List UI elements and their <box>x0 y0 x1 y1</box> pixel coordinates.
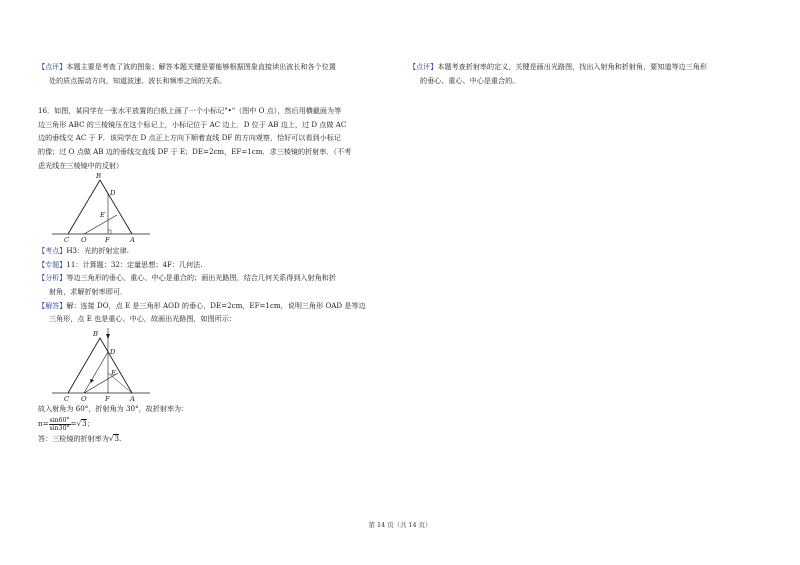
kaodian-text: H3：光的折射定律. <box>66 246 129 256</box>
label-c: C <box>64 236 70 245</box>
label-a: A <box>130 236 135 245</box>
fenxi-tag: 【分析】 <box>38 273 67 283</box>
comment-text: 本题考查折射率的定义，关键是画出光路图，找出入射角和折射角，要知道等边三角形 <box>437 62 707 71</box>
comment-tag: 【点评】 <box>38 62 67 71</box>
question-line4: 的像；过 O 点做 AB 边的垂线交直线 DF 于 E；DE=2cm，EF=1cm．求三棱镜的折射率．（不考 <box>38 146 352 156</box>
result-line1: 故入射角为 60°，折射角为 30°，故折射率为： <box>38 403 189 413</box>
label-d: D <box>110 189 116 198</box>
prism-figure-2 <box>38 326 168 402</box>
right-column <box>409 60 769 87</box>
fenxi-line1 <box>38 271 390 285</box>
question-line1: 16．如图，某同学在一张水平放置的白纸上画了一个小标记"•"（图中 O 点），然后用横截面为等 <box>38 106 342 116</box>
label-e: E <box>111 368 116 377</box>
label-o: O <box>81 394 87 402</box>
jieda-line1 <box>38 299 390 313</box>
label-d: D <box>110 347 116 356</box>
formula-equals: = <box>70 419 77 429</box>
right-comment-line1 <box>409 60 769 74</box>
label-e: E <box>100 211 105 220</box>
label-f: F <box>105 394 110 402</box>
comment-text: 本题主要是考查了波的图象；解答本题关键是要能够根据图象直接读出波长和各个位置 <box>66 62 336 71</box>
label-b: B <box>96 172 101 181</box>
answer-line: 答：三检镜的折射率为√3. <box>38 434 122 444</box>
answer-text: 答：三检镜的折射率为 <box>38 434 109 444</box>
fenxi-line2: 射角，求解折射率即可． <box>49 286 128 296</box>
page-footer: 第 14 页（共 14 页） <box>368 521 432 529</box>
line-do <box>84 352 108 393</box>
right-comment-line2: 的垂心、重心、中心是重合的。 <box>420 75 520 85</box>
label-f: F <box>105 236 110 245</box>
comment-tag: 【点评】 <box>409 62 438 71</box>
fraction-numerator: sin60° <box>49 416 70 424</box>
fraction-denominator: sin30° <box>49 424 70 432</box>
answer-sqrt: 3 <box>114 434 119 444</box>
zhuanti-tag: 【专题】 <box>38 259 67 269</box>
comment-prev-line1 <box>38 60 390 74</box>
label-o: O <box>81 236 87 245</box>
triangle-abc <box>68 180 132 234</box>
formula-line: n= $\frac{\sin 60^\circ}{\sin 30^\circ}$ =√3； <box>38 416 94 432</box>
kaodian-tag: 【考点】 <box>38 246 67 256</box>
question-line3: 边的垂线交 AC 于 F．该同学在 D 点正上方向下顺着直线 DF 的方向观察，恰好可以看到小标记 <box>38 133 341 143</box>
label-c: C <box>64 394 70 402</box>
label-a: A <box>130 394 135 402</box>
kaodian-line <box>38 244 390 258</box>
sine-fraction <box>49 417 71 432</box>
prism-figure-1 <box>38 172 168 244</box>
right-angle-mark <box>108 230 111 234</box>
left-column <box>38 60 390 446</box>
label-b: B <box>93 329 98 338</box>
formula-end: ； <box>86 419 94 429</box>
formula-n: n= <box>38 419 49 429</box>
arrow-down-icon <box>106 334 110 339</box>
jieda-line2: 三角形，点 E 也是重心、中心，故画出光路图，如图所示： <box>49 314 237 324</box>
arrow-ray-icon <box>90 379 94 383</box>
question-line5: 虑光线在三棱镜中的反射） <box>38 160 124 170</box>
fenxi-text: 等边三角形的垂心、重心、中心是重合的；画出光路图，结合几何关系得到入射角和折 <box>66 273 336 283</box>
spacer <box>38 87 390 104</box>
zhuanti-text: 11：计算题；32：定量思想；4F：几何法. <box>66 259 203 269</box>
sqrt-value: 3 <box>82 419 87 429</box>
answer-end: . <box>118 434 122 444</box>
question-line2: 边三角形 ABC 的三棱镜压在这个标记上，小标记位于 AC 边上．D 位于 AB 边上，过 D 点做 AC <box>38 119 347 129</box>
zhuanti-line <box>38 258 390 272</box>
jieda-tag: 【解答】 <box>38 300 67 310</box>
comment-prev-line2: 处的质点振动方向，知道波速、波长和频率之间的关系。 <box>49 75 227 85</box>
jieda-text: 解：连接 DO，点 E 是三角形 AOD 的垂心，DE=2cm，EF=1cm，说明三角形 OAD 是等边 <box>66 300 366 310</box>
